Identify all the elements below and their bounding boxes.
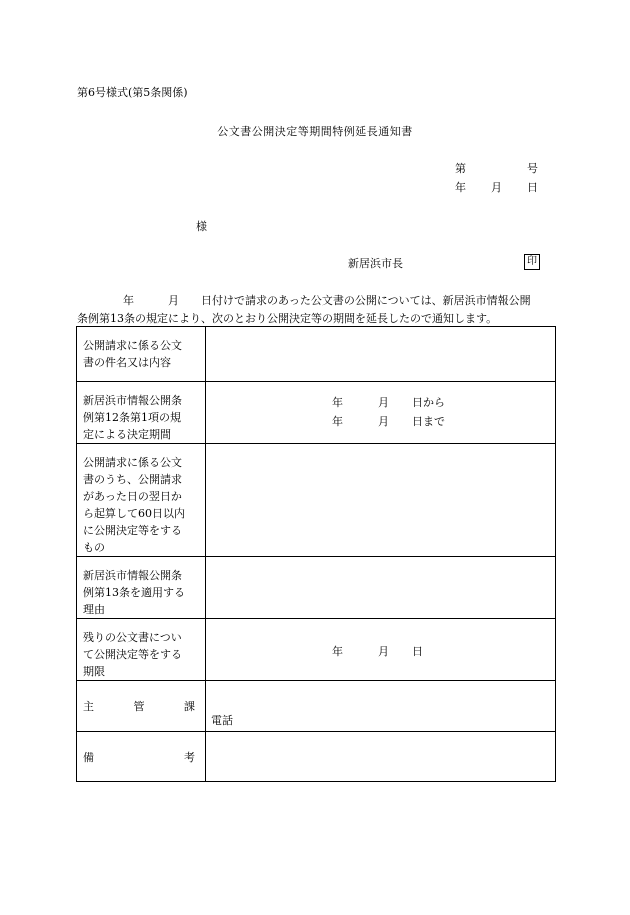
phone-label: 電話 — [211, 714, 233, 727]
value-within-60-days — [206, 444, 556, 557]
table-row-department — [77, 681, 556, 732]
body-text-line2: 条例第13条の規定により、次のとおり公開決定等の期間を延長したので通知します。 — [77, 312, 498, 325]
number-suffix: 号 — [527, 162, 538, 175]
issue-date-month: 月 — [491, 181, 502, 194]
notice-table — [76, 326, 556, 782]
table-row-subject — [77, 327, 556, 382]
value-remarks — [206, 732, 556, 782]
issue-date-day: 日 — [527, 181, 538, 194]
label-subject: 公開請求に係る公文 書の件名又は内容 — [77, 327, 206, 382]
value-subject — [206, 327, 556, 382]
period-to: 年 月 日まで — [332, 415, 445, 428]
issue-date-year: 年 — [455, 181, 466, 194]
label-remaining-deadline: 残りの公文書につい て公開決定等をする 期限 — [77, 619, 206, 681]
body-year: 年 — [123, 294, 134, 307]
recipient-honorific: 様 — [196, 220, 207, 233]
table-row-within-60-days — [77, 444, 556, 557]
label-within-60-days: 公開請求に係る公文 書のうち、公開請求 があった日の翌日か ら起算して60日以内 に公開決定等をする もの — [77, 444, 206, 557]
label-remarks: 備 考 — [77, 732, 206, 782]
body-month: 月 — [168, 294, 179, 307]
value-department — [206, 681, 556, 732]
body-text-line1 — [77, 294, 531, 308]
form-number-label: 第6号様式(第5条関係) — [77, 86, 188, 99]
label-decision-period: 新居浜市情報公開条 例第12条第1項の規 定による決定期間 — [77, 382, 206, 444]
sender-name: 新居浜市長 — [348, 257, 403, 270]
document-title: 公文書公開決定等期間特例延長通知書 — [217, 125, 413, 138]
table-row-decision-period — [77, 382, 556, 444]
table-row-remarks — [77, 732, 556, 782]
value-decision-period — [206, 382, 556, 444]
seal-mark: 印 — [524, 254, 540, 270]
label-reason: 新居浜市情報公開条 例第13条を適用する 理由 — [77, 557, 206, 619]
value-remaining-deadline: 年 月 日 — [206, 619, 556, 681]
table-row-remaining-deadline — [77, 619, 556, 681]
label-department: 主 管 課 — [77, 681, 206, 732]
number-prefix: 第 — [455, 162, 466, 175]
value-reason — [206, 557, 556, 619]
table-row-reason — [77, 557, 556, 619]
body-rest: 日付けで請求のあった公文書の公開については、新居浜市情報公開 — [201, 294, 531, 307]
period-from: 年 月 日から — [332, 396, 445, 409]
